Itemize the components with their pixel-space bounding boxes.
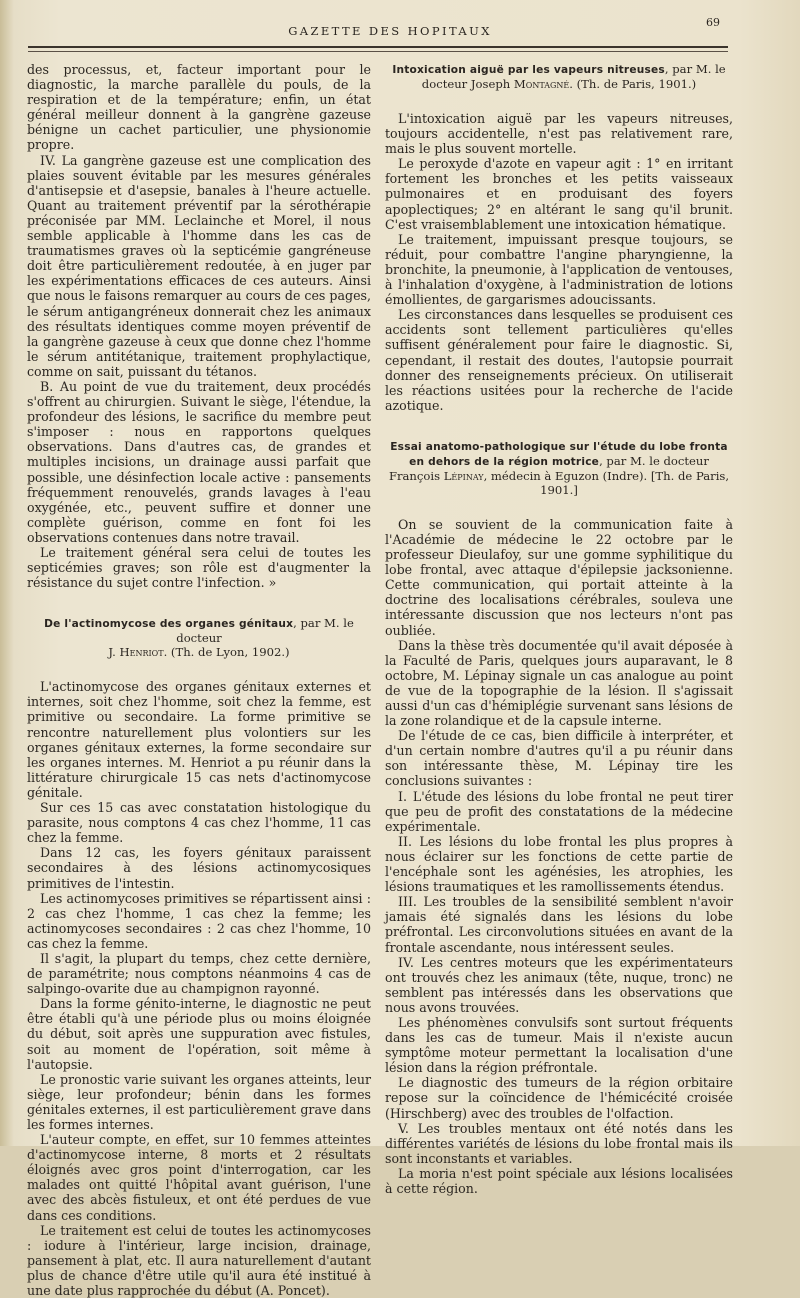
journal-title: GAZETTE DES HOPITAUX — [288, 24, 492, 38]
paragraph: Le traitement est celui de toutes les actinomycoses : iodure à l'intérieur, large incision, drainage, pansement à plat, etc. Il aura naturellement d'autant plus de chance d'être utile qu'il aura été institué à une date plus rapprochée du début (A. Poncet). — [27, 1222, 371, 1298]
article-source: . (Th. de Paris, 1901.) — [569, 77, 697, 91]
paragraph: V. Les troubles mentaux ont été notés dans les différentes variétés de lésions du lobe frontal mais ils sont inconstants et variables. — [385, 1120, 733, 1166]
article-title-rest: , par M. le docteur — [176, 616, 354, 646]
paragraph: B. Au point de vue du traitement, deux procédés s'offrent au chirurgien. Suivant le siège, l'étendue, la profondeur des lésions, le sacrifice du membre peut s'imposer : nous en rapportons quelques observations. Dans d'autres cas, de grandes et multiples incisions, un drainage aussi parfait que possible, une désinfection locale active : pansements fréquemment renouvelés, grands lavages à l'eau oxygénée, etc., peuvent suffire et donner une complète guérison, comme en font foi les observations contenues dans notre travail. — [27, 378, 371, 545]
paragraph: III. Les troubles de la sensibilité semblent n'avoir jamais été signalés dans les lésions du lobe préfrontal. Les circonvolutions situées en avant de la frontale ascendante, nous intéressent seules. — [385, 894, 733, 955]
paragraph: Il s'agit, la plupart du temps, chez cette dernière, de paramétrite; nous comptons néanmoins 4 cas de salpingo-ovarite due au champignon rayonné. — [27, 950, 371, 997]
spacer — [385, 91, 733, 111]
article-author: J. Henriot — [108, 645, 164, 660]
spacer — [27, 659, 371, 679]
paragraph: L'intoxication aiguë par les vapeurs nitreuses, toujours accidentelle, n'est pas relativement rare, mais le plus souvent mortelle. — [385, 111, 733, 157]
article-title-rest: , par M. le docteur Joseph — [421, 62, 726, 91]
page-number: 69 — [706, 16, 720, 29]
paragraph: Sur ces 15 cas avec constatation histologique du parasite, nous comptons 4 cas chez l'homme, 11 cas chez la femme. — [27, 800, 371, 846]
paragraph: Dans la thèse très documentée qu'il avait déposée à la Faculté de Paris, quelques jours auparavant, le 8 octobre, M. Lépinay signale un cas analogue au point de vue de la topographie de la lésion. Il s'agissait aussi d'un cas d'hémiplégie survenant sans lésions de la zone rolandique et de la capsule interne. — [385, 637, 733, 729]
left-column — [27, 62, 371, 1298]
paragraph: Le diagnostic des tumeurs de la région orbitaire repose sur la coïncidence de l'hémicécité croisée (Hirschberg) avec des troubles de l'olfaction. — [385, 1075, 733, 1121]
page-header — [0, 16, 800, 42]
paragraph: IV. La gangrène gazeuse est une complication des plaies souvent évitable par les mesures générales d'antisepsie et d'asepsie, banales à l'heure actuelle. Quant au traitement préventif par la sérothérapie préconisée par MM. Leclainche et Morel, il nous semble applicable à l'homme dans les cas de traumatismes graves où la septicémie gangréneuse doit être particulièrement redoutée, à en juger par les expérimentations efficaces de ces auteurs. Ainsi que nous le faisons remarquer au cours de ces pages, le sérum antigangréneux donnerait chez les animaux des résultats identiques comme moyen préventif de la gangrène gazeuse à ceux que donne chez l'homme le sérum antitétanique, traitement prophylactique, comme on sait, puissant du tétanos. — [27, 152, 371, 379]
paragraph: Le pronostic varie suivant les organes atteints, leur siège, leur profondeur; bénin dans les formes génitales externes, il est particulièrement grave dans les formes internes. — [27, 1071, 371, 1132]
right-column — [385, 62, 733, 1196]
article-title-intoxication — [385, 62, 733, 91]
article-title-bold: Intoxication aiguë par les vapeurs nitreuses — [392, 64, 665, 76]
paragraph: On se souvient de la communication faite à l'Académie de médecine le 22 octobre par le professeur Dieulafoy, sur une gomme syphilitique du lobe frontal, avec attaque d'épilepsie jacksonienne. Cette communication, qui portait atteinte à la doctrine des localisations cérébrales, souleva une intéressante discussion que nos lecteurs n'ont pas oubliée. — [385, 516, 733, 638]
header-rule-thin — [28, 51, 728, 52]
article-title-rest: , par M. le docteur François — [388, 453, 709, 483]
article-author: Lépinay — [443, 468, 484, 483]
article-source: , médecin à Eguzon (Indre). [Th. de Paris, 1901.] — [483, 468, 730, 497]
paragraph: Dans 12 cas, les foyers génitaux paraissent secondaires à des lésions actinomycosiques primitives de l'intestin. — [27, 845, 371, 891]
header-rule-thick — [28, 46, 728, 48]
paragraph: Les phénomènes convulsifs sont surtout fréquents dans les cas de tumeur. Mais il n'existe aucun symptôme moteur permettant la localisation d'une lésion dans la région préfrontale. — [385, 1014, 733, 1076]
article-title-bold: Essai anatomo-pathologique sur l'étude du lobe fronta en dehors de la région motrice — [390, 440, 728, 468]
paragraph: Le traitement général sera celui de toutes les septicémies graves; son rôle est d'augmenter la résistance du sujet contre l'infection. » — [27, 545, 371, 591]
spacer — [385, 413, 733, 439]
paragraph: De l'étude de ce cas, bien difficile à interpréter, et d'un certain nombre d'autres qu'il a pu réunir dans son intéressante thèse, M. Lépinay tire les conclusions suivantes : — [385, 728, 733, 789]
paragraph: des processus, et, facteur important pour le diagnostic, la marche parallèle du pouls, de la respiration et de la température; enfin, un état général meilleur donnent à la gangrène gazeuse bénigne un cachet particulier, une physionomie propre. — [27, 62, 371, 153]
article-title-bold: De l'actinomycose des organes génitaux — [44, 618, 294, 631]
spacer — [385, 497, 733, 517]
paragraph: II. Les lésions du lobe frontal les plus propres à nous éclairer sur les fonctions de cette partie de l'encéphale sont les agénésies, les atrophies, les lésions traumatiques et les ramollissements étendus. — [385, 833, 733, 895]
paragraph: L'auteur compte, en effet, sur 10 femmes atteintes d'actinomycose interne, 8 morts et 2 résultats éloignés avec gros point d'interrogation, car les malades ont quitté l'hôpital avant guérison, l'une avec des abcès fistuleux, et ont été perdues de vue dans ces conditions. — [27, 1132, 371, 1223]
paragraph: Dans la forme génito-interne, le diagnostic ne peut être établi qu'à une période plus ou moins éloignée du début, soit après une suppuration avec fistules, soit au moment de l'opération, soit même à l'autopsie. — [27, 996, 371, 1072]
article-title-lobe-frontal — [385, 439, 733, 497]
paragraph: Le traitement, impuissant presque toujours, se réduit, pour combattre l'angine pharyngienne, la bronchite, la pneumonie, à l'application de ventouses, à l'inhalation d'oxygène, à l'administration de lotions émollientes, de gargarismes adoucissants. — [385, 231, 733, 308]
spacer — [27, 590, 371, 616]
paragraph: Les actinomycoses primitives se répartissent ainsi : 2 cas chez l'homme, 1 cas chez la femme; les actinomycoses secondaires : 2 cas chez l'homme, 10 cas chez la femme. — [27, 890, 371, 951]
paragraph: Les circonstances dans lesquelles se produisent ces accidents sont tellement particulières qu'elles suffisent généralement pour faire le diagnostic. Si, cependant, il restait des doutes, l'autopsie pourrait donner des renseignements précieux. On utiliserait les réactions usitées pour la recherche de l'acide azotique. — [385, 307, 733, 413]
paragraph: IV. Les centres moteurs que les expérimentateurs ont trouvés chez les animaux (tête, nuque, tronc) ne semblent pas intéressés dans les observations que nous avons trouvées. — [385, 954, 733, 1015]
article-title-actinomycose — [27, 616, 371, 659]
paragraph: La moria n'est point spéciale aux lésions localisées à cette région. — [385, 1165, 733, 1196]
paragraph: L'actinomycose des organes génitaux externes et internes, soit chez l'homme, soit chez la femme, est primitive ou secondaire. La forme primitive se rencontre naturellement plus volontiers sur les organes génitaux externes, la forme secondaire sur les organes internes. M. Henriot a pu réunir dans la littérature chirurgicale 15 cas nets d'actinomycose génitale. — [27, 679, 371, 800]
paragraph: I. L'étude des lésions du lobe frontal ne peut tirer que peu de profit des constatations de la médecine expérimentale. — [385, 788, 733, 834]
article-source: . (Th. de Lyon, 1902.) — [163, 645, 290, 660]
article-author: Montagné — [513, 77, 570, 91]
paragraph: Le peroxyde d'azote en vapeur agit : 1° en irritant fortement les bronches et les petits vaisseaux pulmonaires et en produisant des foyers apoplectiques; 2° en altérant le sang qu'il brunit. C'est vraisemblablement une intoxication hématique. — [385, 156, 733, 232]
